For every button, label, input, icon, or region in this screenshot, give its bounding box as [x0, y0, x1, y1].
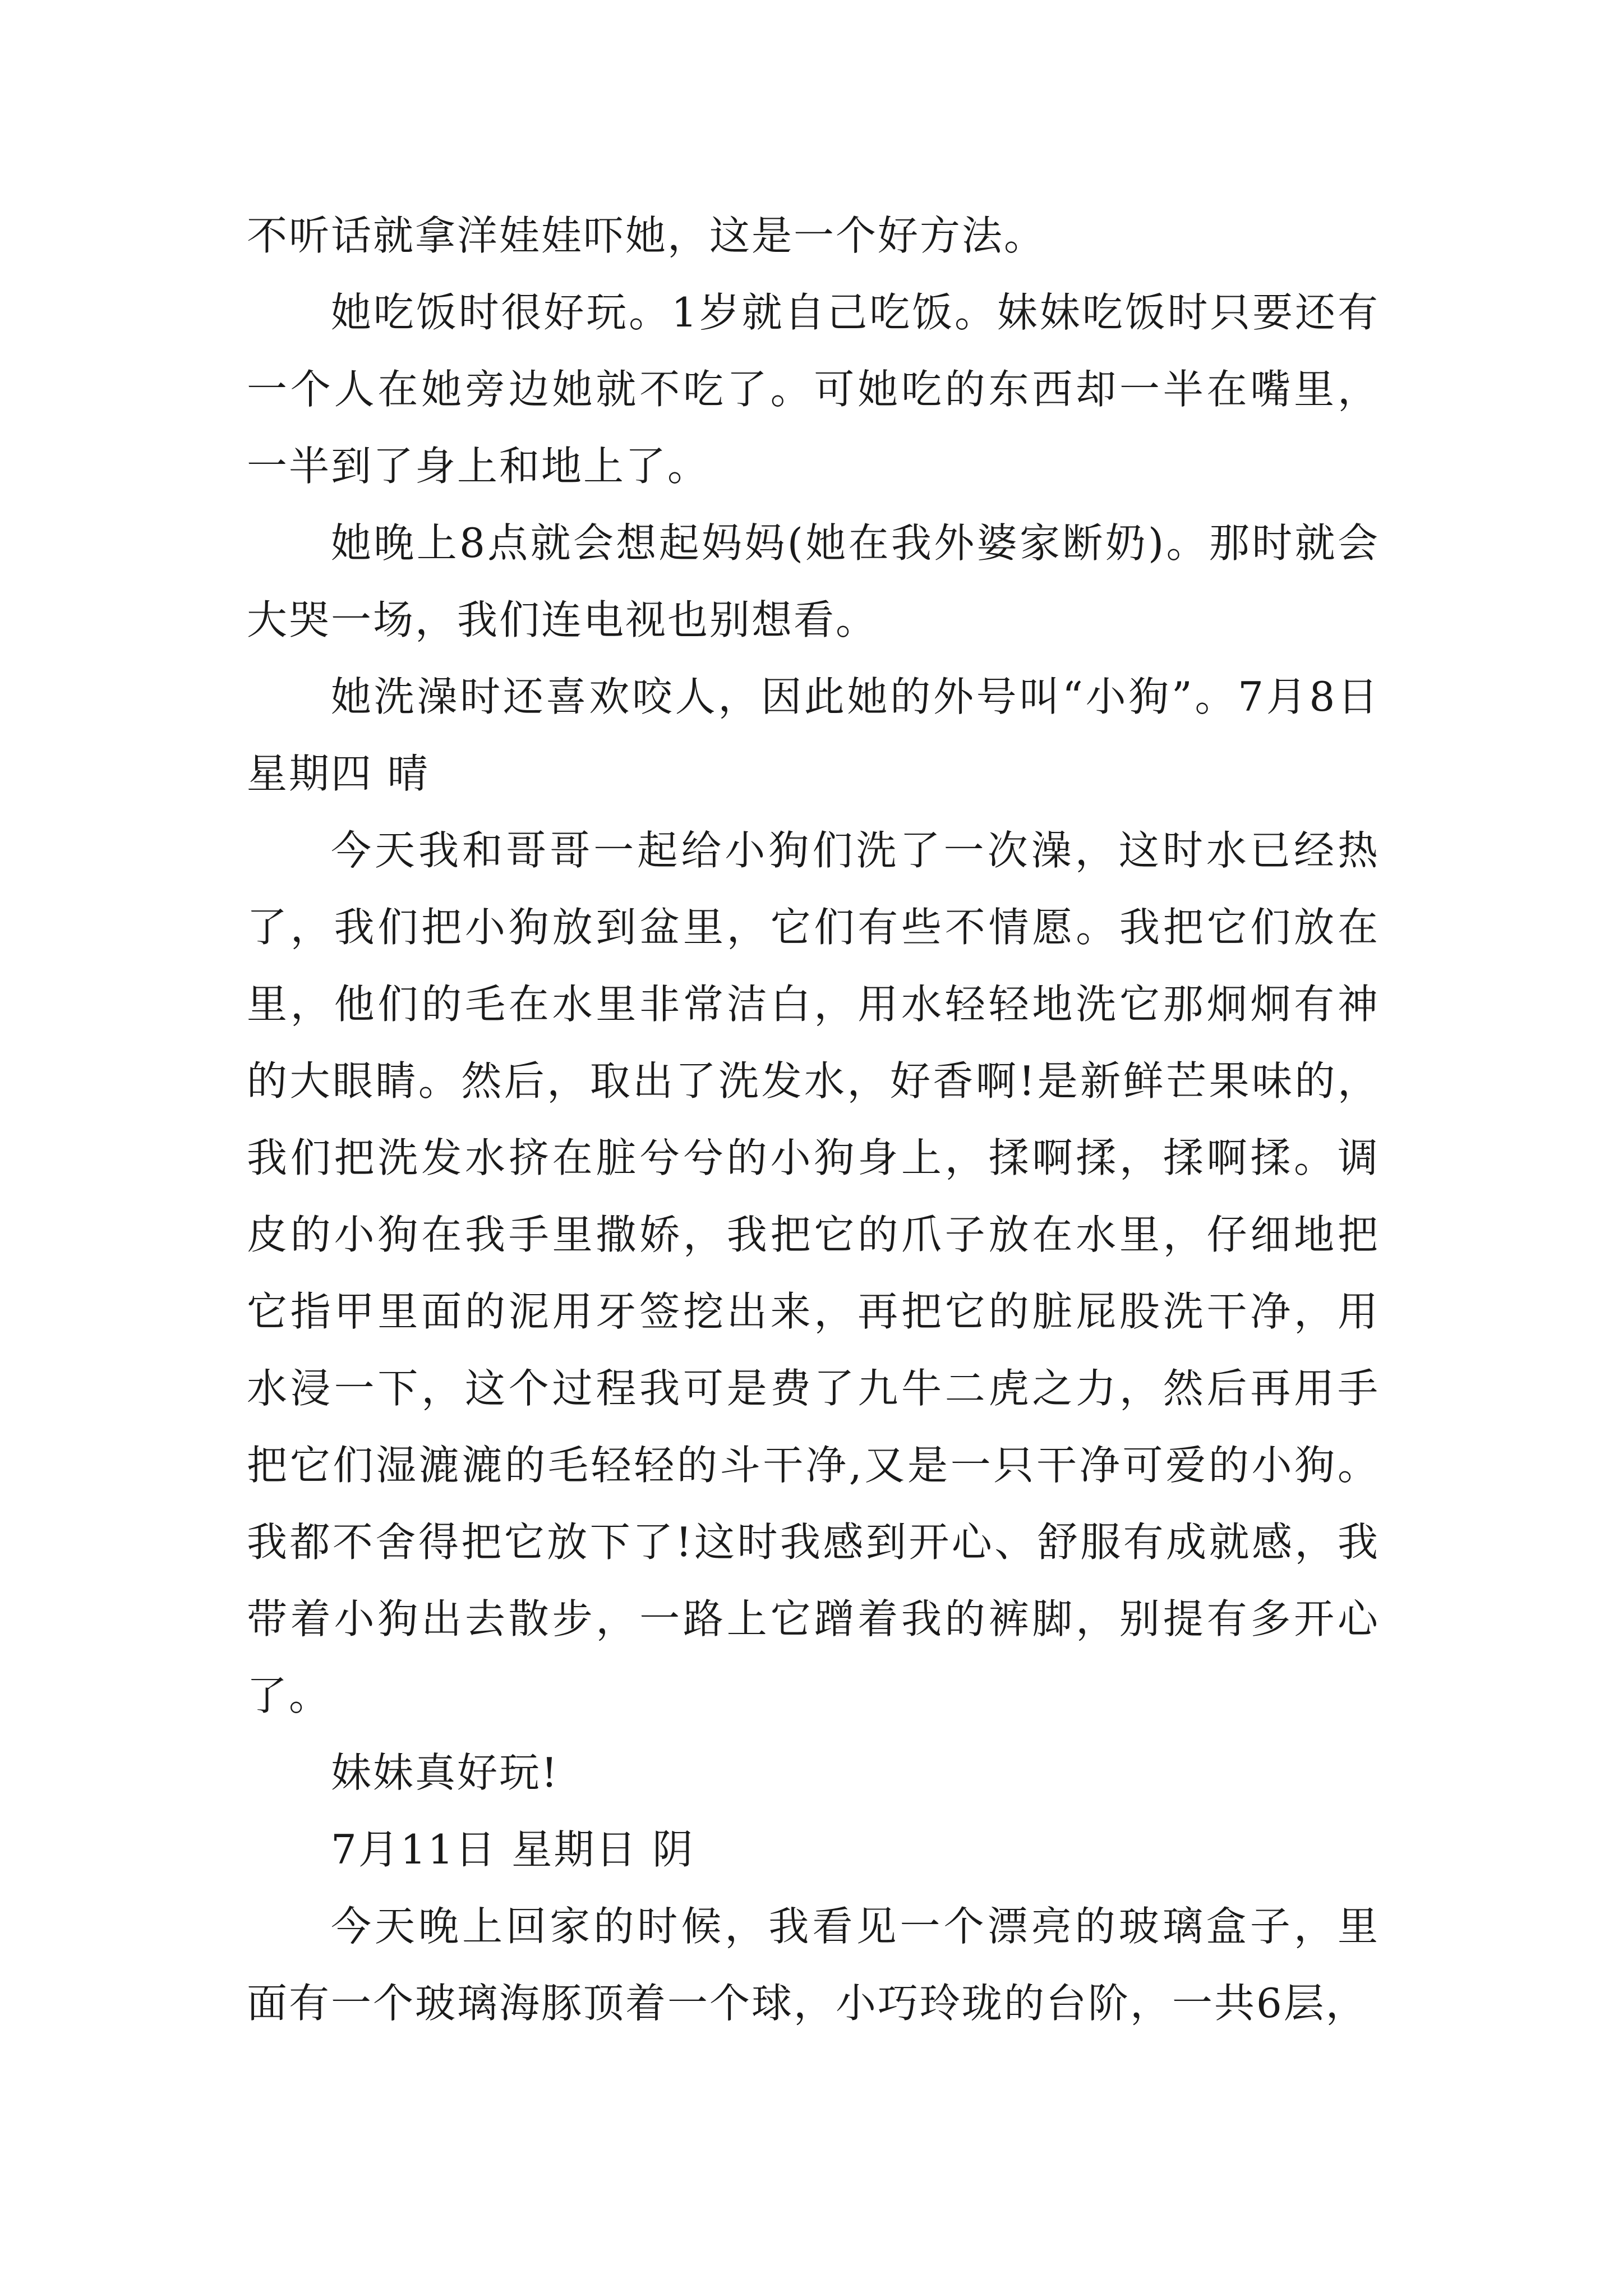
paragraph-2: 她吃饭时很好玩。1岁就自己吃饭。妹妹吃饭时只要还有一个人在她旁边她就不吃了。可她吃的东西却一半在嘴里，一半到了身上和地上了。: [247, 289, 1380, 490]
paragraph-5: 今天我和哥哥一起给小狗们洗了一次澡，这时水已经热了，我们把小狗放到盆里，它们有些不情愿。我把它们放在里，他们的毛在水里非常洁白，用水轻轻地洗它那炯炯有神的大眼睛。然后，取出了洗发水，好香啊!是新鲜芒果味的，我们把洗发水挤在脏兮兮的小狗身上，揉啊揉，揉啊揉。调皮的小狗在我手里撒娇，我把它的爪子放在水里，仔细地把它指甲里面的泥用牙签挖出来，再把它的脏屁股洗干净，用水浸一下，这个过程我可是费了九牛二虎之力，然后再用手把它们湿漉漉的毛轻轻的斗干净,又是一只干净可爱的小狗。我都不舍得把它放下了!这时我感到开心、舒服有成就感，我带着小狗出去散步，一路上它蹭着我的裤脚，别提有多开心了。: [247, 827, 1380, 1719]
paragraph-6: 妹妹真好玩!: [331, 1749, 559, 1796]
paragraph-3: 她晚上8点就会想起妈妈(她在我外婆家断奶)。那时就会大哭一场，我们连电视也别想看。: [247, 519, 1380, 643]
paragraph-7: 7月11日 星期日 阴: [331, 1826, 695, 1873]
paragraph-4: 她洗澡时还喜欢咬人，因此她的外号叫“小狗”。7月8日 星期四 晴: [247, 673, 1380, 797]
paragraph-1: 不听话就拿洋娃娃吓她，这是一个好方法。: [247, 212, 1046, 259]
document-body: [247, 197, 1380, 2042]
paragraph-8: 今天晚上回家的时候，我看见一个漂亮的玻璃盒子，里面有一个玻璃海豚顶着一个球，小巧玲珑的台阶，一共6层，: [247, 1903, 1380, 2027]
